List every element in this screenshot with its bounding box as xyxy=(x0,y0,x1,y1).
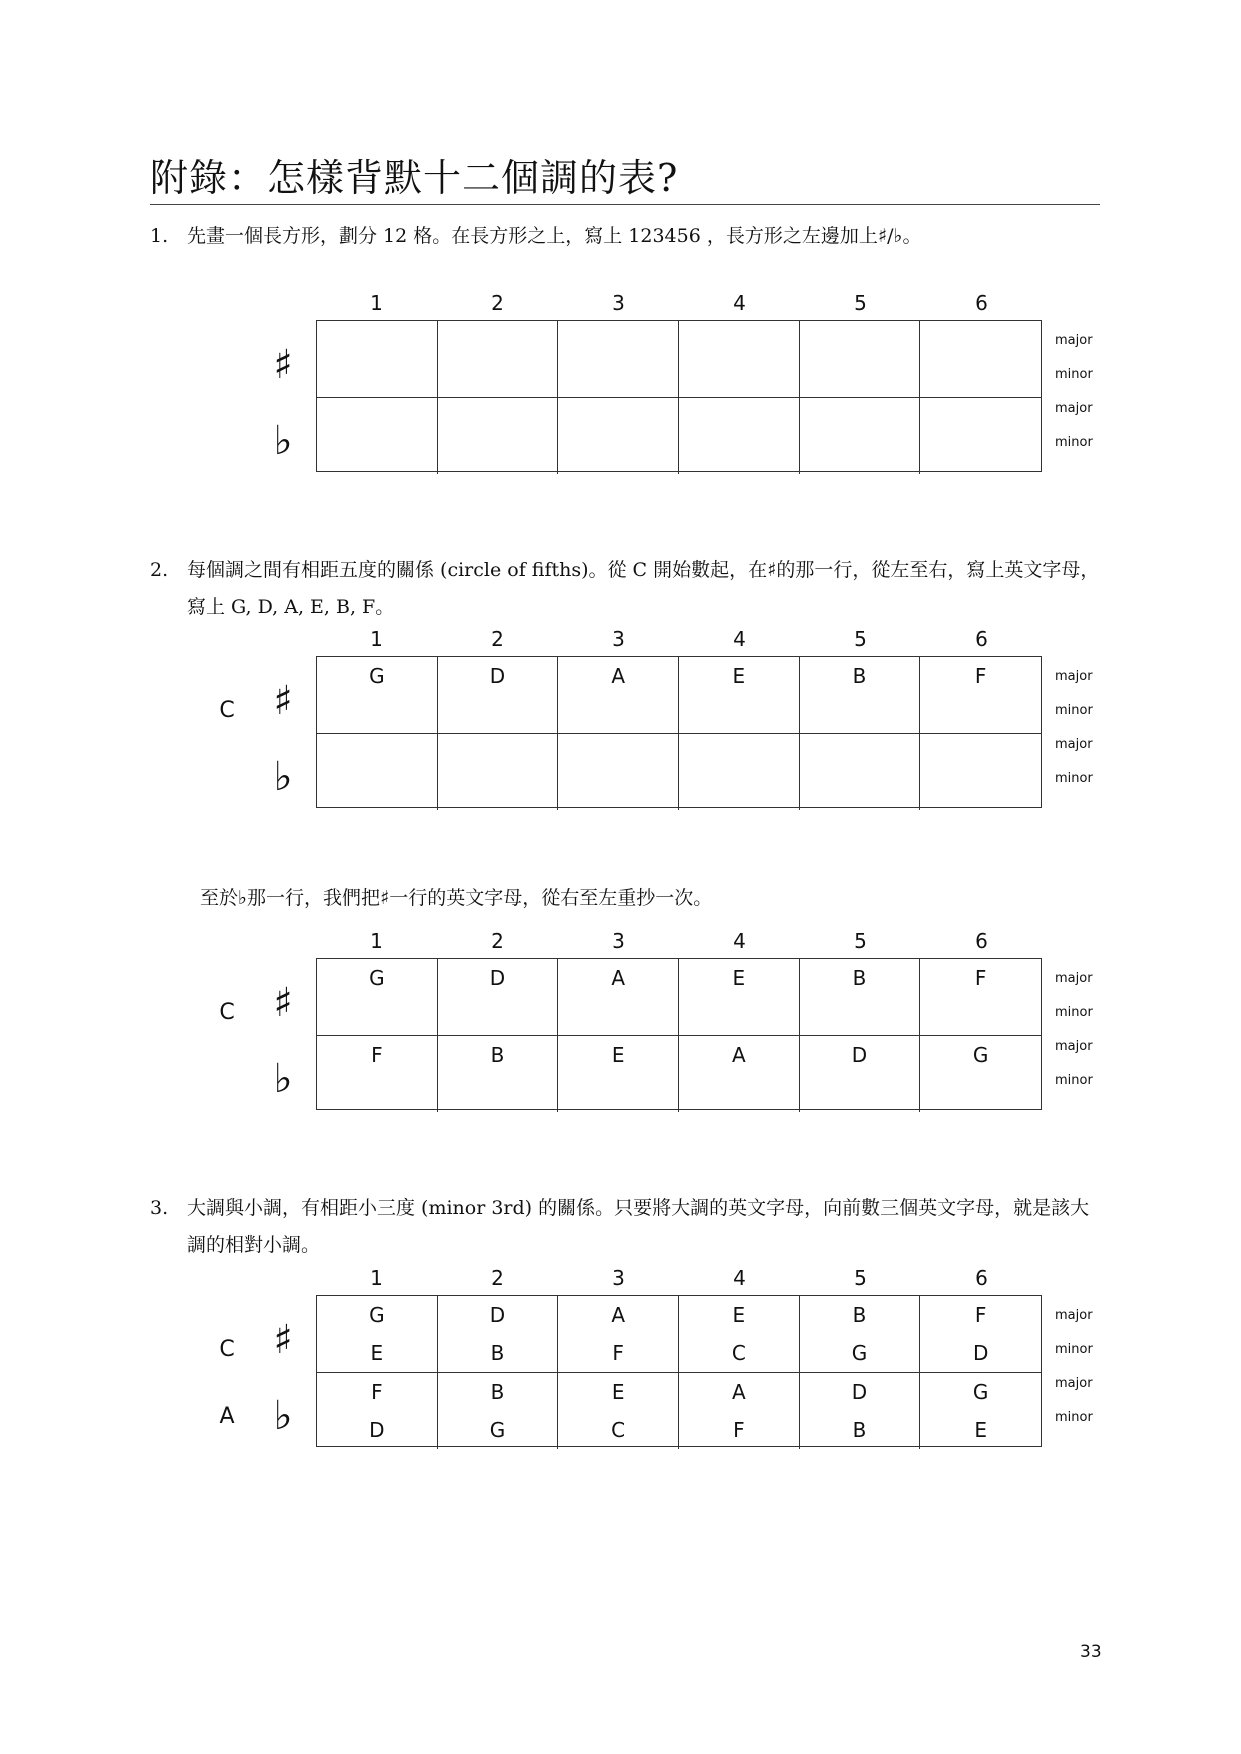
grid-cell xyxy=(920,1373,1041,1449)
step-2-text xyxy=(150,552,1100,626)
grid-cell xyxy=(679,959,800,1036)
grid-cell xyxy=(317,734,438,810)
column-number: 3 xyxy=(612,929,625,953)
grid-cell xyxy=(679,398,800,474)
mode-label: minor xyxy=(1055,703,1093,718)
grid-cell xyxy=(438,321,559,398)
grid-cell xyxy=(800,657,921,734)
column-number: 3 xyxy=(612,291,625,315)
key-letter-flat-row: A xyxy=(219,1404,235,1429)
major-key-letter: A xyxy=(611,664,625,688)
key-letter-sharp-row: C xyxy=(219,698,235,723)
mode-label: major xyxy=(1055,1376,1093,1391)
flat-icon: ♭ xyxy=(273,1056,293,1102)
major-key-letter: B xyxy=(852,664,867,688)
column-number: 2 xyxy=(491,929,504,953)
column-number: 1 xyxy=(370,929,383,953)
major-key-letter: G xyxy=(369,664,385,688)
flat-icon: ♭ xyxy=(893,225,903,247)
grid-cell xyxy=(920,657,1041,734)
mode-label: minor xyxy=(1055,1410,1093,1425)
major-key-letter: B xyxy=(852,966,867,990)
column-numbers xyxy=(316,290,1042,316)
grid-cell xyxy=(800,398,921,474)
grid-cell xyxy=(800,959,921,1036)
grid-cell xyxy=(920,398,1041,474)
grid-cell xyxy=(317,1296,438,1373)
column-number: 2 xyxy=(491,627,504,651)
grid-cell xyxy=(317,657,438,734)
column-number: 5 xyxy=(854,291,867,315)
major-key-letter: E xyxy=(732,664,746,688)
column-number: 6 xyxy=(975,929,988,953)
mode-label: major xyxy=(1055,1039,1093,1054)
minor-key-letter: D xyxy=(972,1341,989,1365)
mode-label: minor xyxy=(1055,367,1093,382)
column-number: 4 xyxy=(733,627,746,651)
grid-cell xyxy=(558,657,679,734)
major-key-letter: F xyxy=(974,966,987,990)
minor-key-letter: G xyxy=(489,1418,506,1442)
mode-label: minor xyxy=(1055,435,1093,450)
sharp-icon: ♯ xyxy=(273,980,293,1026)
major-key-letter: B xyxy=(490,1380,505,1404)
grid-cell xyxy=(317,959,438,1036)
grid-cell xyxy=(800,321,921,398)
key-table-4 xyxy=(0,1265,1241,1465)
column-number: 2 xyxy=(491,1266,504,1290)
minor-key-letter: B xyxy=(852,1418,867,1442)
minor-key-letter: F xyxy=(612,1341,624,1365)
column-number: 5 xyxy=(854,627,867,651)
grid-cell xyxy=(920,734,1041,810)
major-key-letter: G xyxy=(369,966,385,990)
grid-cell xyxy=(317,398,438,474)
major-key-letter: F xyxy=(371,1043,383,1067)
key-letter-sharp-row: C xyxy=(219,1000,235,1025)
major-key-letter: D xyxy=(489,966,506,990)
grid-cell xyxy=(800,1036,921,1112)
sharp-icon: ♯ xyxy=(273,1317,293,1363)
column-number: 5 xyxy=(854,1266,867,1290)
mode-label: major xyxy=(1055,971,1093,986)
flat-icon: ♭ xyxy=(273,418,293,464)
grid-cell xyxy=(679,1036,800,1112)
grid-cell xyxy=(438,734,559,810)
grid-cell xyxy=(679,1296,800,1373)
column-number: 2 xyxy=(491,291,504,315)
grid-cell xyxy=(438,959,559,1036)
column-number: 6 xyxy=(975,627,988,651)
sharp-icon: ♯ xyxy=(380,887,390,909)
major-key-letter: G xyxy=(369,1303,385,1327)
mode-label: minor xyxy=(1055,771,1093,786)
key-grid xyxy=(316,958,1042,1110)
mode-label: major xyxy=(1055,669,1093,684)
column-number: 4 xyxy=(733,1266,746,1290)
column-number: 6 xyxy=(975,291,988,315)
mode-label: major xyxy=(1055,333,1093,348)
grid-cell xyxy=(438,398,559,474)
column-number: 4 xyxy=(733,929,746,953)
major-key-letter: E xyxy=(611,1043,625,1067)
minor-key-letter: E xyxy=(974,1418,987,1442)
mode-label: major xyxy=(1055,737,1093,752)
step-number: 1. xyxy=(150,225,169,247)
column-numbers xyxy=(316,626,1042,652)
grid-cell xyxy=(317,321,438,398)
grid-cell xyxy=(920,1036,1041,1112)
mode-label: major xyxy=(1055,1308,1093,1323)
grid-cell xyxy=(558,321,679,398)
note-b: 那一行，我們把 xyxy=(246,887,380,909)
flat-icon: ♭ xyxy=(238,887,247,909)
grid-cell xyxy=(438,657,559,734)
grid-cell xyxy=(920,1296,1041,1373)
major-key-letter: B xyxy=(490,1043,505,1067)
major-key-letter: A xyxy=(731,1380,746,1404)
column-number: 1 xyxy=(370,1266,383,1290)
column-number: 4 xyxy=(733,291,746,315)
slash: / xyxy=(887,225,894,247)
sharp-icon: ♯ xyxy=(273,342,293,388)
grid-cell xyxy=(438,1296,559,1373)
grid-cell xyxy=(558,1373,679,1449)
key-grid xyxy=(316,1295,1042,1447)
period: 。 xyxy=(902,225,922,247)
page-number: 33 xyxy=(1080,1642,1102,1662)
mode-label: minor xyxy=(1055,1073,1093,1088)
major-key-letter: D xyxy=(851,1043,868,1067)
grid-cell xyxy=(558,398,679,474)
step-1-sentence: 先畫一個長方形，劃分 12 格。在長方形之上，寫上 123456 ，長方形之左邊加上 xyxy=(187,225,878,247)
grid-cell xyxy=(679,734,800,810)
grid-cell xyxy=(317,1036,438,1112)
step-body: 大調與小調，有相距小三度 (minor 3rd) 的關係。只要將大調的英文字母，向前數三個英文字母，就是該大調的相對小調。 xyxy=(187,1197,1090,1256)
minor-key-letter: B xyxy=(490,1341,505,1365)
minor-key-letter: E xyxy=(370,1341,384,1365)
sharp-icon: ♯ xyxy=(767,559,777,581)
major-key-letter: A xyxy=(611,1303,625,1327)
grid-cell xyxy=(558,1036,679,1112)
mode-label: major xyxy=(1055,401,1093,416)
major-key-letter: F xyxy=(974,664,987,688)
major-key-letter: G xyxy=(972,1043,989,1067)
mode-label: minor xyxy=(1055,1342,1093,1357)
grid-cell xyxy=(679,321,800,398)
major-key-letter: B xyxy=(852,1303,867,1327)
column-number: 3 xyxy=(612,1266,625,1290)
key-grid xyxy=(316,320,1042,472)
step-body xyxy=(200,880,1100,917)
major-key-letter: A xyxy=(731,1043,746,1067)
grid-cell xyxy=(800,1373,921,1449)
step-3-text xyxy=(150,1190,1100,1264)
minor-key-letter: C xyxy=(611,1418,626,1442)
major-key-letter: A xyxy=(611,966,625,990)
note-c: 一行的英文字母，從右至左重抄一次。 xyxy=(389,887,713,909)
major-key-letter: D xyxy=(489,664,506,688)
grid-cell xyxy=(438,1373,559,1449)
minor-key-letter: C xyxy=(731,1341,746,1365)
column-number: 3 xyxy=(612,627,625,651)
major-key-letter: G xyxy=(972,1380,989,1404)
key-grid xyxy=(316,656,1042,808)
note-a: 至於 xyxy=(200,887,239,909)
grid-cell xyxy=(679,657,800,734)
grid-cell xyxy=(558,1296,679,1373)
grid-cell xyxy=(558,734,679,810)
grid-cell xyxy=(920,959,1041,1036)
key-table-2 xyxy=(0,626,1241,826)
minor-key-letter: G xyxy=(851,1341,868,1365)
sharp-icon: ♯ xyxy=(877,225,888,247)
column-numbers xyxy=(316,1265,1042,1291)
step-body xyxy=(187,218,1100,255)
minor-key-letter: F xyxy=(733,1418,745,1442)
minor-key-letter: D xyxy=(369,1418,385,1442)
major-key-letter: D xyxy=(489,1303,506,1327)
major-key-letter: E xyxy=(611,1380,625,1404)
grid-cell xyxy=(800,1296,921,1373)
key-table-3 xyxy=(0,928,1241,1128)
grid-cell xyxy=(800,734,921,810)
column-number: 5 xyxy=(854,929,867,953)
sharp-icon: ♯ xyxy=(273,678,293,724)
grid-cell xyxy=(558,959,679,1036)
grid-cell xyxy=(679,1373,800,1449)
step-2-sentence-b: 的那一行，從左至右，寫上英文字母，寫上 G, D, A, E, B, F。 xyxy=(187,559,1100,618)
column-numbers xyxy=(316,928,1042,954)
key-letter-sharp-row: C xyxy=(219,1337,235,1362)
major-key-letter: E xyxy=(732,1303,746,1327)
grid-cell xyxy=(920,321,1041,398)
flat-icon: ♭ xyxy=(273,754,293,800)
step-1-text xyxy=(150,218,1100,255)
step-body xyxy=(187,552,1100,626)
step-number: 3. xyxy=(150,1197,169,1219)
major-key-letter: E xyxy=(732,966,746,990)
step-number: 2. xyxy=(150,559,169,581)
column-number: 6 xyxy=(975,1266,988,1290)
page-title: 附錄：怎樣背默十二個調的表? xyxy=(150,152,1100,205)
flat-icon: ♭ xyxy=(273,1393,293,1439)
grid-cell xyxy=(317,1373,438,1449)
major-key-letter: F xyxy=(371,1380,383,1404)
step-2-note xyxy=(150,880,1100,917)
step-2-sentence-a: 每個調之間有相距五度的關係 (circle of fifths)。從 C 開始數起，在 xyxy=(187,559,768,581)
mode-label: minor xyxy=(1055,1005,1093,1020)
major-key-letter: D xyxy=(851,1380,868,1404)
column-number: 1 xyxy=(370,291,383,315)
key-table-1 xyxy=(0,290,1241,490)
column-number: 1 xyxy=(370,627,383,651)
major-key-letter: F xyxy=(974,1303,987,1327)
grid-cell xyxy=(438,1036,559,1112)
